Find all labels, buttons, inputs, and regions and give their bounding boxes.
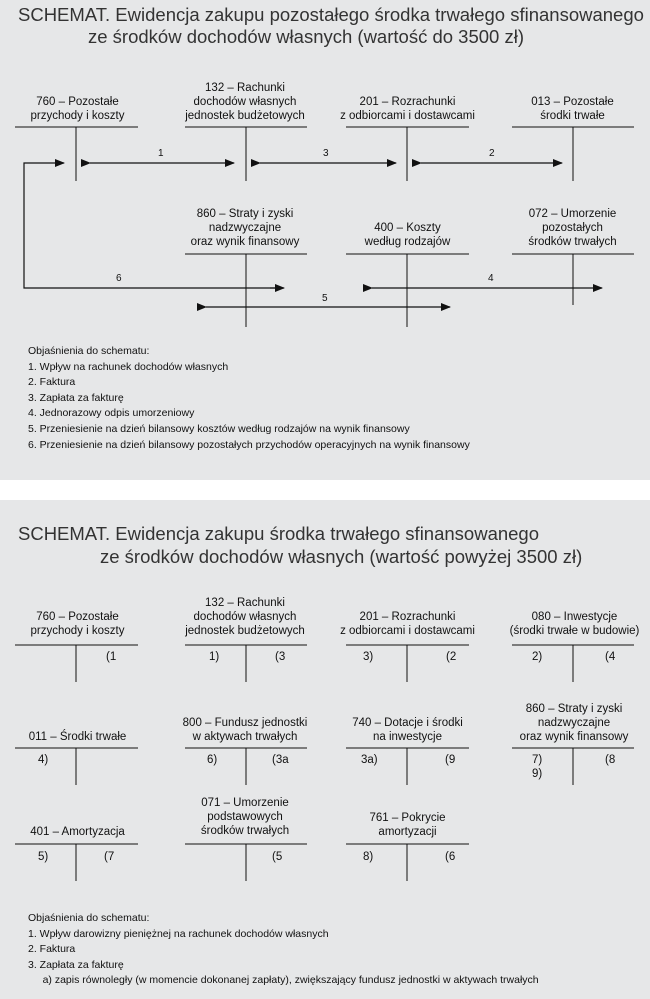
entry-080-credit: (4 <box>605 651 616 663</box>
note-item: 4. Jednorazowy odpis umorzeniowy <box>28 407 195 420</box>
entry-800-debit: 6) <box>207 754 218 766</box>
entry-860-debit: 7) 9) <box>532 754 543 780</box>
scheme-1-notes <box>28 344 470 453</box>
account-201: 201 – Rozrachunki z odbiorcami i dostawcami <box>340 96 475 122</box>
entry-860-credit: (8 <box>605 754 616 766</box>
arrow-label-4: 4 <box>488 273 494 284</box>
notes-title: Objaśnienia do schematu: <box>28 345 150 357</box>
account-132: 132 – Rachunki dochodów własnych jednostek budżetowych <box>185 82 305 122</box>
account-071: 071 – Umorzenie podstawowych środków trwałych <box>200 797 290 837</box>
scheme-1-title-line1: SCHEMAT. Ewidencja zakupu pozostałego środka trwałego sfinansowanego <box>18 4 644 25</box>
account-011: 011 – Środki trwałe <box>28 731 127 743</box>
arrow-label-5: 5 <box>322 293 328 304</box>
scheme-1-title-line2: ze środków dochodów własnych (wartość do 3500 zł) <box>88 26 524 47</box>
entry-740-debit: 3a) <box>361 754 378 766</box>
account-072: 072 – Umorzenie pozostałych środków trwałych <box>528 208 617 248</box>
account-080: 080 – Inwestycje (środki trwałe w budowie) <box>509 611 640 637</box>
entry-401-debit: 5) <box>38 851 49 863</box>
note-item: 6. Przeniesienie na dzień bilansowy pozostałych przychodów operacyjnych na wynik finansowy <box>28 438 470 451</box>
account-132: 132 – Rachunki dochodów własnych jednostek budżetowych <box>185 597 305 637</box>
note-item: 5. Przeniesienie na dzień bilansowy kosztów według rodzajów na wynik finansowy <box>28 422 410 435</box>
arrow-label-1: 1 <box>158 148 164 159</box>
arrow-6-line <box>24 163 282 288</box>
account-760: 760 – Pozostałe przychody i koszty <box>30 611 125 637</box>
arrow-label-2: 2 <box>489 148 495 159</box>
account-013: 013 – Pozostałe środki trwałe <box>531 96 614 122</box>
account-761: 761 – Pokrycie amortyzacji <box>369 812 446 838</box>
entry-132-credit: (3 <box>275 651 286 663</box>
note-item: 3. Zapłata za fakturę <box>28 391 124 404</box>
scheme-1-panel <box>0 0 650 480</box>
entry-071-credit: (5 <box>272 851 283 863</box>
entry-080-debit: 2) <box>532 651 543 663</box>
account-201: 201 – Rozrachunki z odbiorcami i dostawcami <box>340 611 475 637</box>
note-item: 3. Zapłata za fakturę <box>28 958 124 971</box>
note-item: 1. Wpływ darowizny pieniężnej na rachunek dochodów własnych <box>28 927 329 940</box>
scheme-2-panel <box>0 500 650 999</box>
entry-201-credit: (2 <box>446 651 457 663</box>
account-400: 400 – Koszty według rodzajów <box>364 222 451 248</box>
arrow-label-6: 6 <box>116 273 122 284</box>
entry-740-credit: (9 <box>445 754 456 766</box>
account-760: 760 – Pozostałe przychody i koszty <box>30 96 125 122</box>
entry-761-debit: 8) <box>363 851 374 863</box>
note-item: 2. Faktura <box>28 943 76 956</box>
account-800: 800 – Fundusz jednostki w aktywach trwałych <box>182 717 308 743</box>
entry-800-credit: (3a <box>272 754 289 766</box>
account-860: 860 – Straty i zyski nadzwyczajne oraz wynik finansowy <box>190 208 300 248</box>
note-item: 2. Faktura <box>28 376 76 389</box>
notes-title: Objaśnienia do schematu: <box>28 912 150 924</box>
account-401: 401 – Amortyzacja <box>30 826 125 838</box>
arrow-label-3: 3 <box>323 148 329 159</box>
entry-401-credit: (7 <box>104 851 115 863</box>
account-860: 860 – Straty i zyski nadzwyczajne oraz wynik finansowy <box>519 703 629 743</box>
entry-201-debit: 3) <box>363 651 374 663</box>
entry-011-debit: 4) <box>38 754 49 766</box>
entry-132-debit: 1) <box>209 651 220 663</box>
entry-761-credit: (6 <box>445 851 456 863</box>
scheme-2-title-line1: SCHEMAT. Ewidencja zakupu środka trwałego sfinansowanego <box>18 523 540 544</box>
scheme-2-title-line2: ze środków dochodów własnych (wartość powyżej 3500 zł) <box>100 546 583 567</box>
entry-760-credit: (1 <box>106 651 117 663</box>
note-item: 1. Wpływ na rachunek dochodów własnych <box>28 360 229 373</box>
scheme-2-notes <box>28 911 539 989</box>
account-740: 740 – Dotacje i środki na inwestycje <box>352 717 463 743</box>
note-item: a) zapis równoległy (w momencie dokonanej zapłaty), zwiększający fundusz jednostki w aktywach trwałych <box>28 974 539 987</box>
